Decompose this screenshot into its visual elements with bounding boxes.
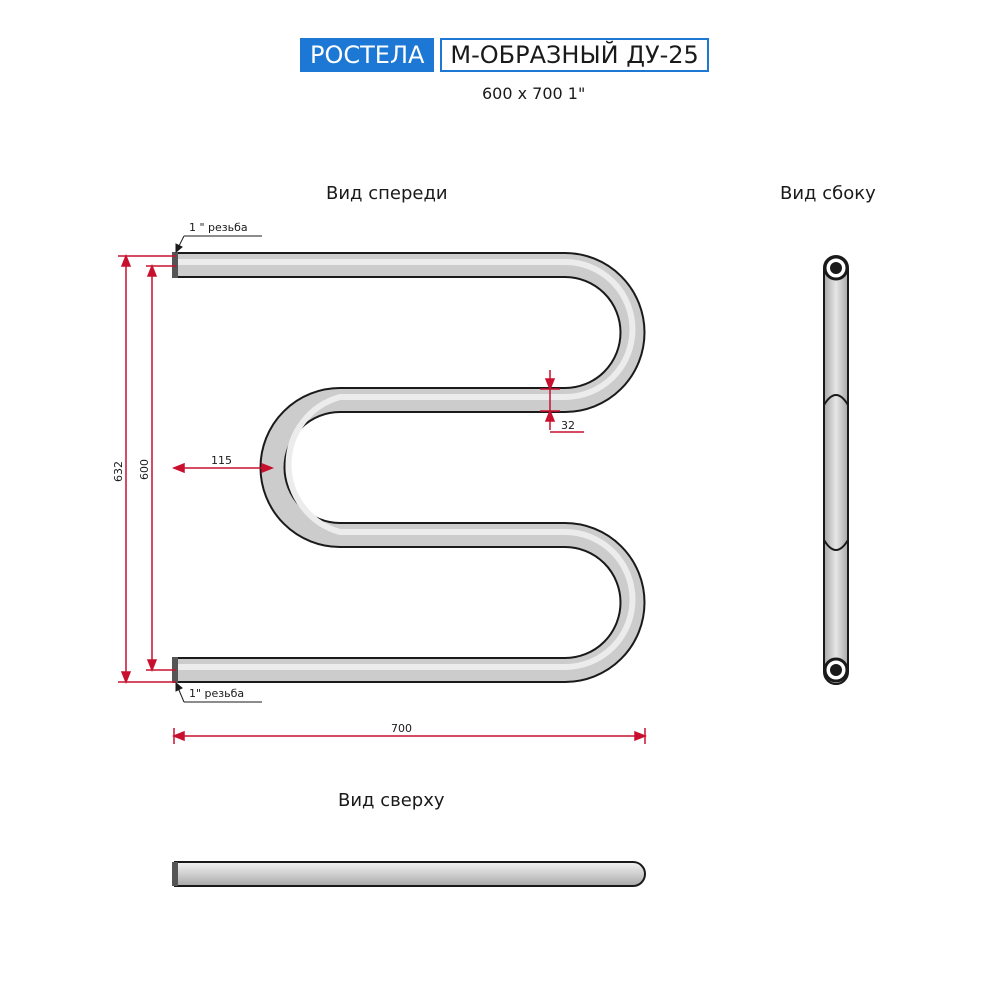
dim-700: 700 — [391, 722, 412, 735]
dim-600: 600 — [138, 459, 151, 480]
dim-32: 32 — [561, 419, 575, 432]
dim-632: 632 — [112, 461, 125, 482]
front-view-title: Вид спереди — [326, 183, 448, 204]
top-view-tube — [172, 862, 645, 886]
top-view-title: Вид сверху — [338, 790, 445, 811]
model-label: М-ОБРАЗНЫЙ ДУ-25 — [440, 38, 708, 72]
size-subtitle: 600 х 700 1" — [482, 84, 586, 103]
thread-label-top: 1 " резьба — [189, 221, 248, 234]
side-view-title: Вид сбоку — [780, 183, 876, 204]
thread-label-bottom: 1" резьба — [189, 687, 245, 700]
thread-leaders — [176, 236, 262, 702]
dim-115: 115 — [211, 454, 232, 467]
side-view-tube — [824, 256, 848, 684]
brand-label: РОСТЕЛА — [300, 38, 434, 72]
